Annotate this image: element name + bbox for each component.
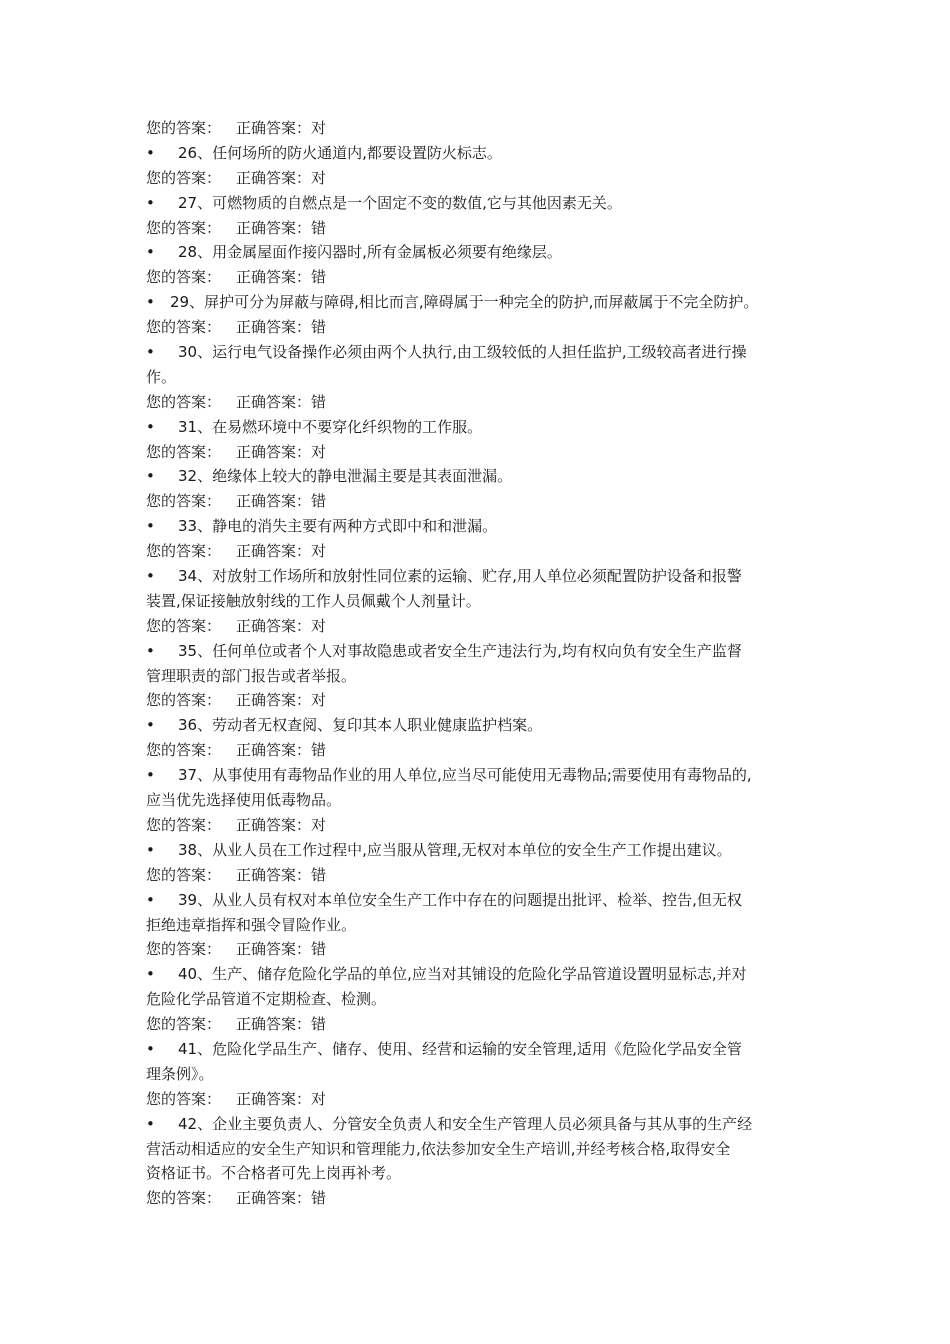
question-item (146, 1112, 810, 1187)
question-text: 危险化学品管道不定期检查、检测。 (146, 990, 387, 1009)
question-text: 31、在易燃环境中不要穿化纤织物的工作服。 (178, 417, 483, 436)
answer-line (146, 390, 810, 415)
your-answer-label: 您的答案： (146, 218, 222, 237)
question-text: 管理职责的部门报告或者举报。 (146, 666, 357, 685)
correct-answer-label: 正确答案： (236, 119, 312, 137)
bullet-icon: • (146, 243, 155, 262)
your-answer-label: 您的答案： (146, 616, 222, 635)
answer-line (146, 1087, 810, 1112)
question-text: 理条例》。 (146, 1064, 214, 1083)
question-text: 26、任何场所的防火通道内,都要设置防火标志。 (178, 143, 502, 162)
question-text: 作。 (146, 367, 177, 386)
bullet-icon: • (146, 417, 155, 436)
correct-answer-value: 错 (311, 392, 327, 411)
answer-line (146, 1186, 810, 1211)
correct-answer-value: 错 (311, 318, 327, 337)
question-text: 36、劳动者无权查阅、复印其本人职业健康监护档案。 (178, 716, 543, 735)
question-text-line (146, 962, 810, 987)
question-text: 33、静电的消失主要有两种方式即中和和泄漏。 (178, 517, 498, 536)
question-text: 32、绝缘体上较大的静电泄漏主要是其表面泄漏。 (178, 467, 513, 486)
correct-answer-label: 正确答案： (236, 691, 312, 710)
question-text-line (146, 1161, 810, 1186)
your-answer-label: 您的答案： (146, 741, 222, 760)
question-text-line (146, 763, 810, 788)
question-text-line (146, 788, 810, 813)
question-text-line (146, 987, 810, 1012)
answer-line (146, 813, 810, 838)
bullet-icon: • (146, 193, 155, 212)
correct-answer-value: 错 (311, 741, 327, 760)
answer-line (146, 116, 810, 141)
correct-answer-label: 正确答案： (236, 741, 312, 760)
question-text-line (146, 664, 810, 689)
question-item (146, 713, 810, 738)
correct-answer-label: 正确答案： (236, 1089, 312, 1108)
bullet-icon: • (146, 567, 155, 586)
question-item (146, 141, 810, 166)
question-item (146, 962, 810, 1012)
question-text: 28、用金属屋面作接闪器时,所有金属板必须要有绝缘层。 (178, 243, 562, 262)
question-text-line (146, 639, 810, 664)
question-item (146, 290, 810, 315)
question-text: 27、可燃物质的自燃点是一个固定不变的数值,它与其他因素无关。 (178, 193, 622, 212)
question-text-line (146, 464, 810, 489)
question-text: 38、从业人员在工作过程中,应当服从管理,无权对本单位的安全生产工作提出建议。 (178, 840, 732, 859)
question-item (146, 639, 810, 689)
your-answer-label: 您的答案： (146, 268, 222, 287)
question-item (146, 340, 810, 390)
question-item (146, 464, 810, 489)
question-text-line (146, 415, 810, 440)
answer-line (146, 937, 810, 962)
bullet-icon: • (146, 965, 155, 984)
answer-line (146, 489, 810, 514)
answer-line (146, 863, 810, 888)
question-text-line (146, 888, 810, 913)
question-item (146, 838, 810, 863)
question-item (146, 564, 810, 614)
question-text: 30、运行电气设备操作必须由两个人执行,由工级较低的人担任监护,工级较高者进行操 (178, 343, 747, 362)
correct-answer-value: 对 (311, 815, 327, 834)
question-text-line (146, 240, 810, 265)
your-answer-label: 您的答案： (146, 442, 222, 461)
correct-answer-value: 对 (311, 442, 327, 461)
correct-answer-value: 错 (311, 218, 327, 237)
question-text: 34、对放射工作场所和放射性同位素的运输、贮存,用人单位必须配置防护设备和报警 (178, 567, 742, 586)
question-item (146, 888, 810, 938)
bullet-icon: • (146, 840, 155, 859)
correct-answer-label: 正确答案： (236, 392, 312, 411)
question-text: 41、危险化学品生产、储存、使用、经营和运输的安全管理,适用《危险化学品安全管 (178, 1039, 742, 1058)
your-answer-label: 您的答案： (146, 815, 222, 834)
correct-answer-label: 正确答案： (236, 1189, 312, 1208)
correct-answer-value: 对 (311, 1089, 327, 1108)
question-text: 拒绝违章指挥和强令冒险作业。 (146, 915, 357, 934)
question-item (146, 240, 810, 265)
question-text: 应当优先选择使用低毒物品。 (146, 791, 342, 810)
your-answer-label: 您的答案： (146, 318, 222, 337)
your-answer-label: 您的答案： (146, 940, 222, 959)
bullet-icon: • (146, 467, 155, 486)
correct-answer-label: 正确答案： (236, 865, 312, 884)
question-item (146, 763, 810, 813)
correct-answer-label: 正确答案： (236, 442, 312, 461)
correct-answer-value: 错 (311, 268, 327, 287)
question-text-line (146, 838, 810, 863)
correct-answer-value: 错 (311, 865, 327, 884)
correct-answer-label: 正确答案： (236, 268, 312, 287)
bullet-icon: • (146, 1114, 155, 1133)
question-text: 40、生产、储存危险化学品的单位,应当对其铺设的危险化学品管道设置明显标志,并对 (178, 965, 747, 984)
question-text: 35、任何单位或者个人对事故隐患或者安全生产违法行为,均有权向负有安全生产监督 (178, 641, 742, 660)
correct-answer-value: 错 (311, 1015, 327, 1034)
question-text: 装置,保证接触放射线的工作人员佩戴个人剂量计。 (146, 591, 481, 610)
your-answer-label: 您的答案： (146, 1015, 222, 1034)
question-text-line (146, 713, 810, 738)
your-answer-label: 您的答案： (146, 691, 222, 710)
answer-line (146, 166, 810, 191)
answer-line (146, 539, 810, 564)
bullet-icon: • (146, 641, 155, 660)
question-text-line (146, 340, 810, 365)
question-text: 39、从业人员有权对本单位安全生产工作中存在的问题提出批评、检举、控告,但无权 (178, 890, 742, 909)
question-item (146, 191, 810, 216)
answer-line (146, 440, 810, 465)
bullet-icon: • (146, 343, 155, 362)
question-text-line (146, 564, 810, 589)
question-text-line (146, 1037, 810, 1062)
correct-answer-value: 对 (311, 616, 327, 635)
correct-answer-label: 正确答案： (236, 940, 312, 959)
question-text-line (146, 141, 810, 166)
answer-line (146, 1012, 810, 1037)
correct-answer-label: 正确答案： (236, 492, 312, 511)
correct-answer-value: 对 (311, 542, 327, 561)
question-item (146, 514, 810, 539)
correct-answer-label: 正确答案： (236, 318, 312, 337)
correct-answer-label: 正确答案： (236, 1015, 312, 1034)
question-text-line (146, 1062, 810, 1087)
correct-answer-label: 正确答案： (236, 616, 312, 635)
question-text-line (146, 191, 810, 216)
question-text-line (146, 589, 810, 614)
question-text: 29、屏护可分为屏蔽与障碍,相比而言,障碍属于一种完全的防护,而屏蔽属于不完全防护。 (170, 293, 759, 312)
your-answer-label: 您的答案： (146, 392, 222, 411)
answer-line (146, 614, 810, 639)
your-answer-label: 您的答案： (146, 492, 222, 511)
question-text-line (146, 1112, 810, 1137)
your-answer-label: 您的答案： (146, 1189, 222, 1208)
correct-answer-label: 正确答案： (236, 168, 312, 187)
answer-line (146, 315, 810, 340)
correct-answer-value: 对 (311, 168, 327, 187)
question-text: 营活动相适应的安全生产知识和管理能力,依法参加安全生产培训,并经考核合格,取得安全 (146, 1139, 731, 1158)
bullet-icon: • (146, 890, 155, 909)
answer-line (146, 688, 810, 713)
correct-answer-label: 正确答案： (236, 542, 312, 561)
your-answer-label: 您的答案： (146, 1089, 222, 1108)
question-text: 42、企业主要负责人、分管安全负责人和安全生产管理人员必须具备与其从事的生产经 (178, 1114, 753, 1133)
correct-answer-label: 正确答案： (236, 218, 312, 237)
your-answer-label: 您的答案： (146, 542, 222, 561)
correct-answer-value: 错 (311, 1189, 327, 1208)
question-text-line (146, 290, 810, 315)
correct-answer-value: 错 (311, 492, 327, 511)
bullet-icon: • (146, 766, 155, 785)
question-list (146, 116, 810, 1211)
answer-line (146, 738, 810, 763)
question-item (146, 1037, 810, 1087)
your-answer-label: 您的答案： (146, 168, 222, 187)
question-text: 37、从事使用有毒物品作业的用人单位,应当尽可能使用无毒物品;需要使用有毒物品的, (178, 766, 752, 785)
bullet-icon: • (146, 293, 155, 312)
answer-line (146, 216, 810, 241)
question-text-line (146, 913, 810, 938)
your-answer-label: 您的答案： (146, 865, 222, 884)
question-text-line (146, 365, 810, 390)
answer-line (146, 265, 810, 290)
correct-answer-value: 对 (311, 119, 327, 137)
question-text: 资格证书。不合格者可先上岗再补考。 (146, 1164, 402, 1183)
correct-answer-value: 错 (311, 940, 327, 959)
bullet-icon: • (146, 1039, 155, 1058)
correct-answer-label: 正确答案： (236, 815, 312, 834)
question-item (146, 415, 810, 440)
question-text-line (146, 1137, 810, 1162)
bullet-icon: • (146, 716, 155, 735)
your-answer-label: 您的答案： (146, 119, 222, 137)
bullet-icon: • (146, 143, 155, 162)
bullet-icon: • (146, 517, 155, 536)
question-text-line (146, 514, 810, 539)
correct-answer-value: 对 (311, 691, 327, 710)
